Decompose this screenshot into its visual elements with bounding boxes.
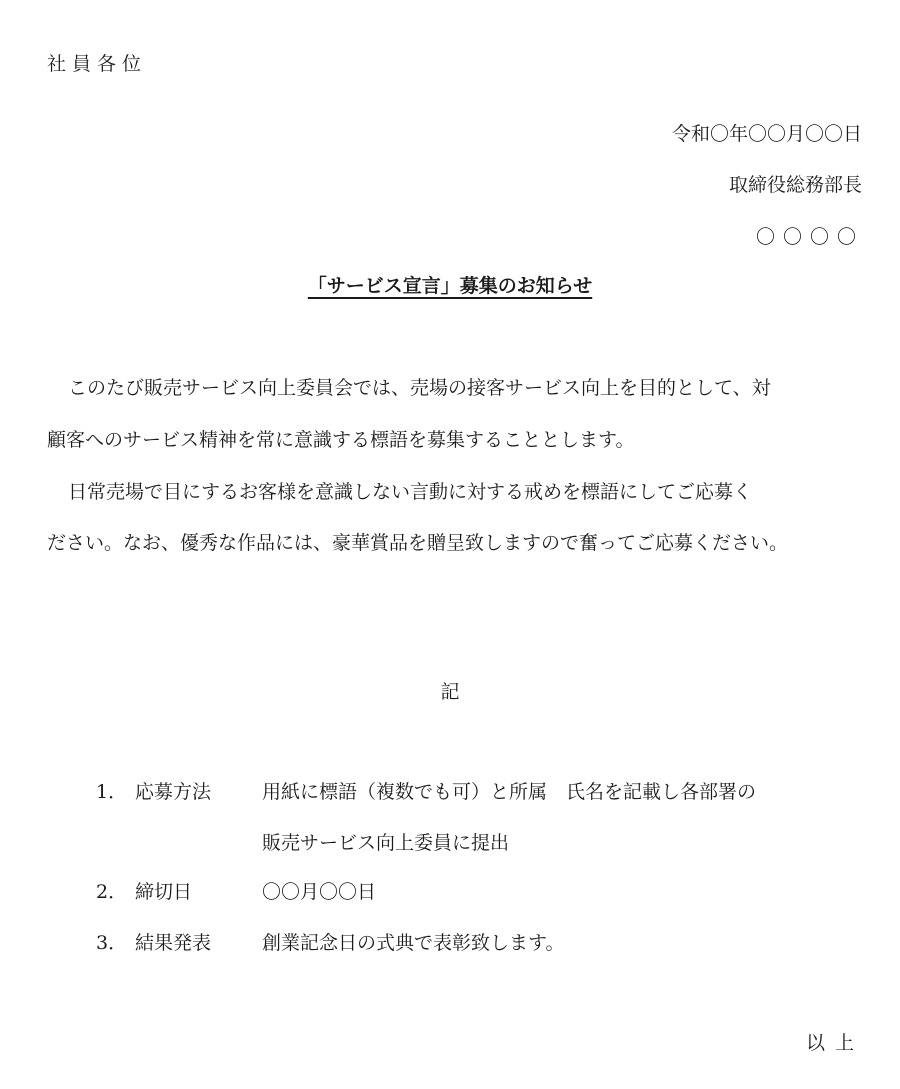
sender-title: 取締役総務部長 [728, 174, 862, 196]
closing-ijo: 以上 [805, 1032, 864, 1054]
item-label: 結果発表 [135, 932, 212, 954]
document-date: 令和〇年〇〇月〇〇日 [671, 123, 862, 145]
item-label: 締切日 [135, 881, 193, 903]
ki-heading: 記 [440, 681, 460, 703]
body-paragraph-2-line-1: 日常売場で目にするお客様を意識しない言動に対する戒めを標語にしてご応募く [68, 481, 753, 503]
item-number: 3． [96, 932, 128, 954]
addressee: 社員各位 [47, 53, 148, 75]
item-value: 用紙に標語（複数でも可）と所属 氏名を記載し各部署の [262, 781, 757, 803]
item-value: 〇〇月〇〇日 [262, 881, 377, 903]
document-title-row [0, 277, 900, 296]
document-title: 「サービス宣言」募集のお知らせ [307, 275, 593, 297]
body-paragraph-2-line-2: ださい。なお、優秀な作品には、豪華賞品を贈呈致しますので奮ってご応募ください。 [47, 532, 789, 554]
item-number: 2． [96, 881, 128, 903]
body-paragraph-1-line-2: 顧客へのサービス精神を常に意識する標語を募集することとします。 [47, 429, 635, 451]
sender-name: 〇〇〇〇 [755, 226, 864, 248]
body-paragraph-1-line-1: このたび販売サービス向上委員会では、売場の接客サービス向上を目的として、対 [68, 377, 771, 399]
item-label: 応募方法 [135, 781, 212, 803]
item-number: 1． [96, 781, 128, 803]
item-value: 創業記念日の式典で表彰致します。 [262, 932, 565, 954]
item-value-continued: 販売サービス向上委員に提出 [262, 832, 510, 854]
